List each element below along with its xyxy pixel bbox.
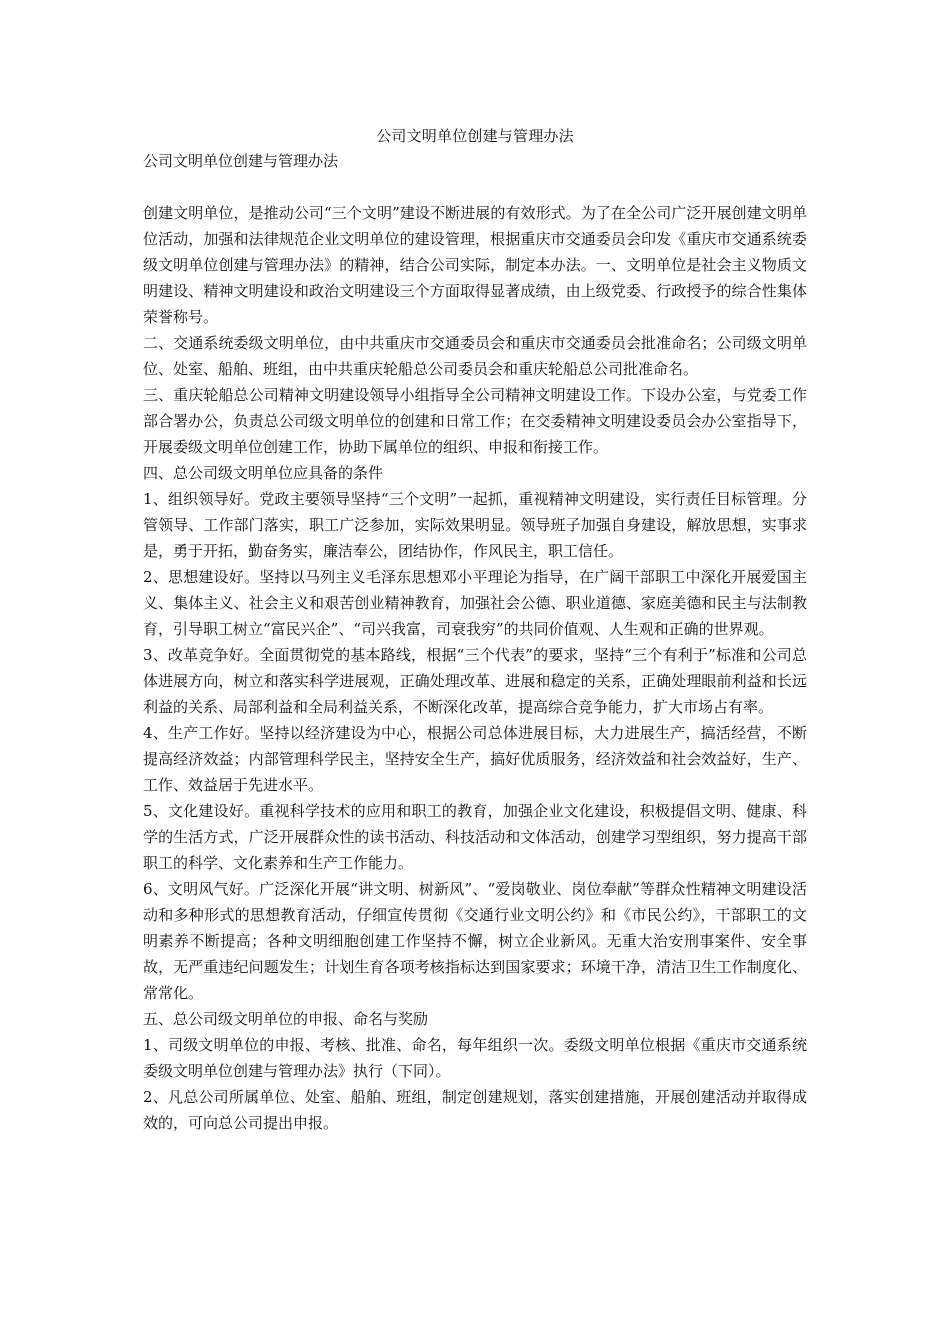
document-title: 公司文明单位创建与管理办法 bbox=[376, 127, 574, 145]
paragraph-item-6: 6、文明风气好。广泛深化开展“讲文明、树新风”、“爱岗敬业、岗位奉献”等群众性精神文明建设活动和多种形式的思想教育活动，仔细宣传贯彻《交通行业文明公约》和《市民公约》，干部职工的文明素养不断提高；各种文明细胞创建工作坚持不懈，树立企业新风。无重大治安刑事案件、安全事故，无严重违纪问题发生；计划生育各项考核指标达到国家要求；环境干净，清洁卫生工作制度化、常常化。 bbox=[143, 880, 807, 1002]
paragraph-item-1: 1、组织领导好。党政主要领导坚持“三个文明”一起抓，重视精神文明建设，实行责任目标管理。分管领导、工作部门落实，职工广泛参加，实际效果明显。领导班子加强自身建设，解放思想，实事求是，勇于开拓，勤奋务实，廉洁奉公，团结协作，作风民主，职工信任。 bbox=[143, 490, 807, 560]
paragraph-item-4: 4、生产工作好。坚持以经济建设为中心，根据公司总体进展目标，大力进展生产，搞活经营，不断提高经济效益；内部管理科学民主，坚持安全生产，搞好优质服务，经济效益和社会效益好，生产、工作、效益居于先进水平。 bbox=[143, 724, 807, 794]
paragraph-item-5-2: 2、凡总公司所属单位、处室、船舶、班组，制定创建规划，落实创建措施，开展创建活动并取得成效的，可向总公司提出申报。 bbox=[143, 1088, 807, 1132]
section-heading-5: 五、总公司级文明单位的申报、命名与奖励 bbox=[143, 1010, 429, 1028]
paragraph-section-3: 三、重庆轮船总公司精神文明建设领导小组指导全公司精神文明建设工作。下设办公室，与党委工作部合署办公，负责总公司级文明单位的创建和日常工作；在交委精神文明建设委员会办公室指导下，开展委级文明单位创建工作，协助下属单位的组织、申报和衔接工作。 bbox=[143, 386, 807, 456]
paragraph-item-5: 5、文化建设好。重视科学技术的应用和职工的教育，加强企业文化建设，积极提倡文明、健康、科学的生活方式，广泛开展群众性的读书活动、科技活动和文体活动，创建学习型组织，努力提高干部职工的科学、文化素养和生产工作能力。 bbox=[143, 802, 807, 872]
paragraph-section-2: 二、交通系统委级文明单位，由中共重庆市交通委员会和重庆市交通委员会批准命名；公司级文明单位、处室、船舶、班组，由中共重庆轮船总公司委员会和重庆轮船总公司批准命名。 bbox=[143, 334, 807, 378]
section-heading-4: 四、总公司级文明单位应具备的条件 bbox=[143, 464, 384, 482]
document-body bbox=[143, 200, 807, 1136]
paragraph-item-2: 2、思想建设好。坚持以马列主义毛泽东思想邓小平理论为指导，在广阔干部职工中深化开展爱国主义、集体主义、社会主义和艰苦创业精神教育，加强社会公德、职业道德、家庭美德和民主与法制教育，引导职工树立“富民兴企”、“司兴我富，司衰我穷”的共同价值观、人生观和正确的世界观。 bbox=[143, 568, 807, 638]
paragraph-intro: 创建文明单位，是推动公司“三个文明”建设不断进展的有效形式。为了在全公司广泛开展创建文明单位活动，加强和法律规范企业文明单位的建设管理，根据重庆市交通委员会印发《重庆市交通系统委级文明单位创建与管理办法》的精神，结合公司实际，制定本办法。一、文明单位是社会主义物质文明建设、精神文明建设和政治文明建设三个方面取得显著成绩，由上级党委、行政授予的综合性集体荣誉称号。 bbox=[143, 204, 807, 326]
document-subtitle: 公司文明单位创建与管理办法 bbox=[143, 152, 339, 170]
paragraph-item-5-1: 1、司级文明单位的申报、考核、批准、命名，每年组织一次。委级文明单位根据《重庆市交通系统委级文明单位创建与管理办法》执行（下同）。 bbox=[143, 1036, 807, 1080]
paragraph-item-3: 3、改革竞争好。全面贯彻党的基本路线，根据“三个代表”的要求，坚持“三个有利于”标准和公司总体进展方向，树立和落实科学进展观，正确处理改革、进展和稳定的关系，正确处理眼前利益和长远利益的关系、局部利益和全局利益关系，不断深化改革，提高综合竞争能力，扩大市场占有率。 bbox=[143, 646, 807, 716]
